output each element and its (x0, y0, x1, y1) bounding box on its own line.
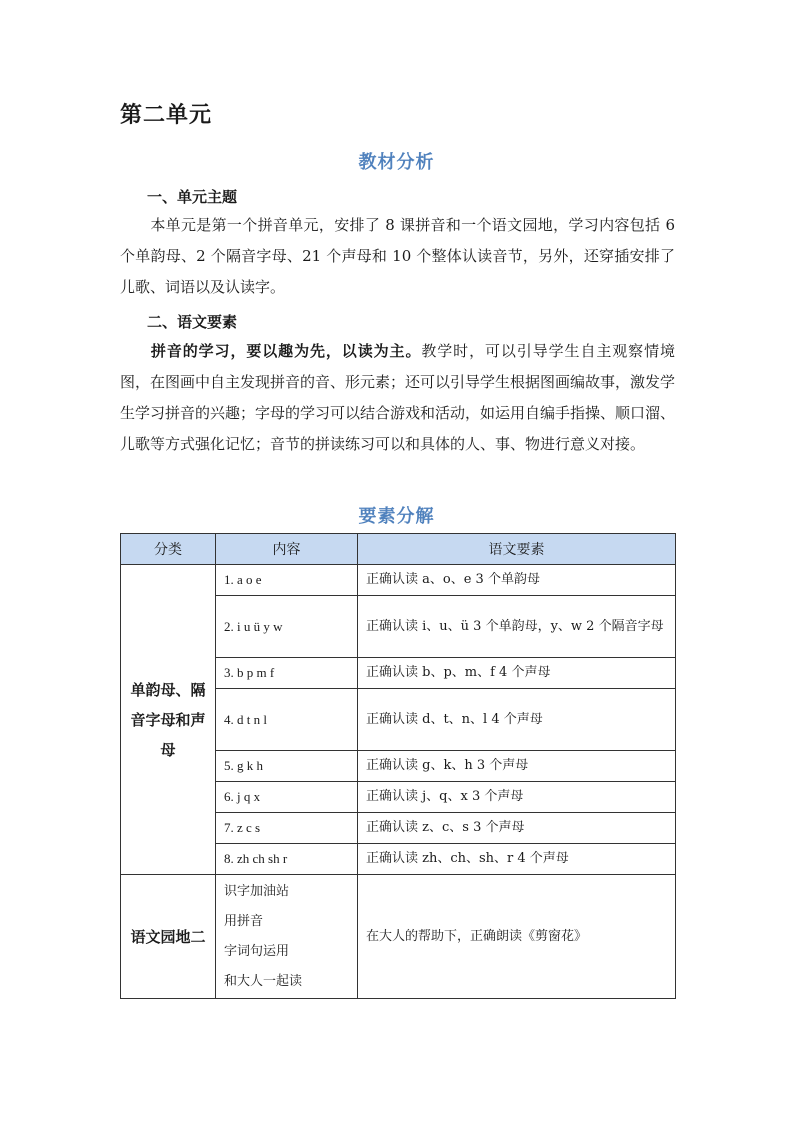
content-cell: 4. d t n l (216, 689, 358, 751)
elements-table (120, 533, 676, 999)
content-cell: 6. j q x (216, 782, 358, 813)
requirement-cell: 正确认读 g、k、h 3 个声母 (358, 751, 676, 782)
section2-paragraph (120, 336, 675, 460)
list-item: 字词句运用 (224, 943, 290, 959)
header-requirement: 语文要素 (358, 534, 676, 565)
section1-heading: 一、单元主题 (147, 188, 238, 206)
list-item: 用拼音 (224, 913, 264, 929)
table-row (121, 875, 676, 999)
list-item: 识字加油站 (224, 883, 290, 899)
requirement-cell: 正确认读 j、q、x 3 个声母 (358, 782, 676, 813)
section2-bold-lead: 拼音的学习，要以趣为先，以读为主。 (150, 342, 422, 360)
unit-title: 第二单元 (120, 102, 213, 128)
content-cell: 5. g k h (216, 751, 358, 782)
section1-text: 本单元是第一个拼音单元，安排了 8 课拼音和一个语文园地，学习内容包括 6 个单韵母、2 个隔音字母、21 个声母和 10 个整体认读音节，另外，还穿插安排了儿歌、词语以及认读字。 (120, 216, 675, 296)
category-cell: 语文园地二 (121, 875, 216, 999)
requirement-cell: 正确认读 z、c、s 3 个声母 (358, 813, 676, 844)
requirement-cell: 在大人的帮助下，正确朗读《剪窗花》 (358, 875, 676, 999)
requirement-cell: 正确认读 zh、ch、sh、r 4 个声母 (358, 844, 676, 875)
section1-paragraph (120, 210, 675, 303)
content-cell: 1. a o e (216, 565, 358, 596)
requirement-cell: 正确认读 b、p、m、f 4 个声母 (358, 658, 676, 689)
table-row (121, 565, 676, 596)
requirement-cell: 正确认读 d、t、n、l 4 个声母 (358, 689, 676, 751)
analysis-title: 教材分析 (358, 152, 435, 173)
list-item: 和大人一起读 (224, 973, 303, 989)
content-cell: 7. z c s (216, 813, 358, 844)
breakdown-title: 要素分解 (358, 506, 435, 527)
category-cell: 单韵母、隔音字母和声母 (121, 565, 216, 875)
section2-text: 教学时，可以引导学生自主观察情境图，在图画中自主发现拼音的音、形元素；还可以引导学生根据图画编故事，激发学生学习拼音的兴趣；字母的学习可以结合游戏和活动，如运用自编手指操、顺口溜、儿歌等方式强化记忆；音节的拼读练习可以和具体的人、事、物进行意义对接。 (120, 342, 676, 453)
header-category: 分类 (121, 534, 216, 565)
content-cell: 8. zh ch sh r (216, 844, 358, 875)
content-cell: 2. i u ü y w (216, 596, 358, 658)
section2-heading: 二、语文要素 (147, 313, 238, 331)
table-header-row (121, 534, 676, 565)
garden-items-cell (216, 875, 358, 999)
requirement-cell: 正确认读 i、u、ü 3 个单韵母，y、w 2 个隔音字母 (358, 596, 676, 658)
requirement-cell: 正确认读 a、o、e 3 个单韵母 (358, 565, 676, 596)
content-cell: 3. b p m f (216, 658, 358, 689)
header-content: 内容 (216, 534, 358, 565)
